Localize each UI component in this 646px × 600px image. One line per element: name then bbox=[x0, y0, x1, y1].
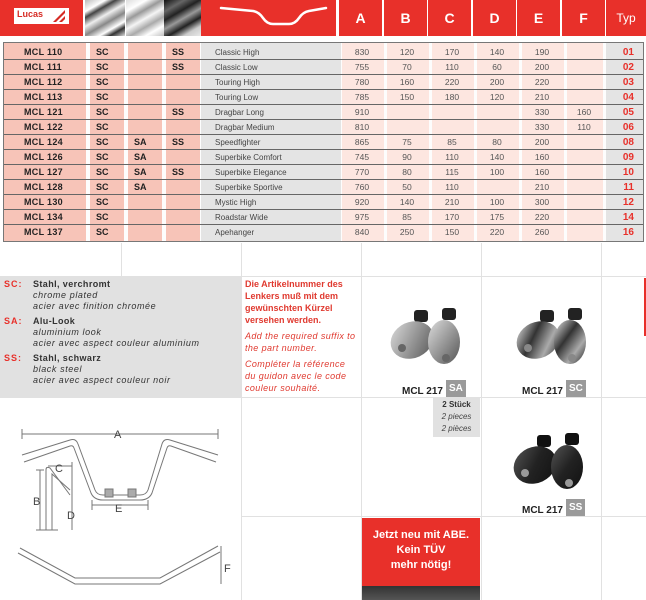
dim-b-cell: 80 bbox=[402, 167, 412, 177]
header-col-typ: Typ bbox=[606, 0, 646, 36]
model-name-cell: Superbike Elegance bbox=[215, 168, 287, 177]
dim-c-cell: 110 bbox=[445, 62, 459, 72]
part-number-cell: MCL 110 bbox=[24, 47, 63, 57]
dim-b-cell: 75 bbox=[402, 137, 412, 147]
dim-f-cell: 110 bbox=[577, 122, 591, 132]
dim-label-d: D bbox=[67, 510, 75, 522]
part-number-cell: MCL 126 bbox=[24, 152, 63, 162]
dim-b-cell: 140 bbox=[399, 197, 415, 207]
dim-c-cell: 170 bbox=[444, 212, 460, 222]
table-row bbox=[4, 181, 643, 195]
dim-e-cell: 210 bbox=[534, 92, 550, 102]
finish-sc-cell: SC bbox=[96, 137, 109, 147]
logo-text: Lucas bbox=[17, 9, 44, 19]
dim-b-cell: 85 bbox=[402, 212, 412, 222]
dim-f-cell: 160 bbox=[576, 107, 592, 117]
product-caption-sa: MCL 217 SA bbox=[402, 380, 466, 397]
finish-sa-cell: SA bbox=[134, 182, 147, 192]
finish-sa-cell bbox=[134, 211, 164, 224]
dim-a-cell: 745 bbox=[354, 152, 370, 162]
dim-f-cell bbox=[564, 181, 604, 194]
finish-ss-cell: SS bbox=[172, 167, 185, 177]
finish-sc-cell: SC bbox=[96, 47, 109, 57]
header-col-f: F bbox=[562, 0, 605, 36]
dim-a-cell: 780 bbox=[354, 77, 370, 87]
dim-c-cell: 210 bbox=[444, 197, 460, 207]
dim-b-cell bbox=[387, 121, 427, 134]
dim-e-cell: 160 bbox=[534, 167, 550, 177]
bar-end-chrome-image bbox=[498, 300, 598, 370]
type-cell: 16 bbox=[622, 227, 634, 238]
dim-label-e: E bbox=[115, 503, 123, 515]
header-col-a: A bbox=[339, 0, 382, 36]
dim-a-cell: 830 bbox=[354, 47, 370, 57]
part-number-note: Die Artikelnummer des Lenkers muß mit dem gewünschten Kürzel versehen werden. Add the required suffix to the part number. Compléter la référence du guidon avec le code couleur souhaité. bbox=[245, 279, 356, 393]
type-cell: 02 bbox=[622, 62, 634, 73]
model-name-cell: Touring Low bbox=[215, 93, 259, 102]
dim-b-cell: 50 bbox=[402, 182, 412, 192]
dim-f-cell bbox=[564, 76, 604, 89]
dim-d-cell: 80 bbox=[492, 137, 502, 147]
dim-a-cell: 920 bbox=[354, 197, 370, 207]
dim-b-cell: 250 bbox=[399, 227, 415, 237]
dim-b-cell bbox=[387, 106, 427, 119]
part-number-cell: MCL 134 bbox=[24, 212, 63, 222]
header-col-b: B bbox=[384, 0, 427, 36]
table-row bbox=[4, 76, 643, 90]
dim-e-cell: 200 bbox=[534, 137, 550, 147]
table-row bbox=[4, 166, 643, 180]
finish-ss-cell: SS bbox=[172, 107, 185, 117]
dim-a-cell: 840 bbox=[354, 227, 370, 237]
dim-b-cell: 90 bbox=[402, 152, 412, 162]
dim-d-cell: 140 bbox=[489, 152, 505, 162]
dim-f-cell bbox=[564, 196, 604, 209]
dim-d-cell bbox=[477, 121, 517, 134]
table-row bbox=[4, 46, 643, 60]
lucas-logo bbox=[14, 8, 69, 24]
dim-label-b: B bbox=[33, 496, 41, 508]
dim-e-cell: 190 bbox=[534, 47, 550, 57]
dim-f-cell bbox=[564, 226, 604, 240]
dim-e-cell: 330 bbox=[534, 122, 550, 132]
finish-sc-cell: SC bbox=[96, 167, 109, 177]
handlebar-header-icon bbox=[201, 0, 336, 36]
finish-sa-cell: SA bbox=[134, 167, 147, 177]
model-name-cell: Apehanger bbox=[215, 228, 255, 237]
dim-d-cell: 220 bbox=[489, 227, 505, 237]
dim-a-cell: 810 bbox=[354, 122, 370, 132]
dim-d-cell: 140 bbox=[489, 47, 505, 57]
table-row bbox=[4, 226, 643, 240]
dim-d-cell bbox=[477, 181, 517, 194]
finish-sc-cell: SC bbox=[96, 212, 109, 222]
product-caption-sc: MCL 217 SC bbox=[522, 380, 586, 397]
dim-b-cell: 70 bbox=[402, 62, 412, 72]
dim-f-cell bbox=[564, 136, 604, 149]
type-cell: 10 bbox=[622, 167, 634, 178]
dim-c-cell: 180 bbox=[444, 92, 460, 102]
dim-c-cell: 110 bbox=[445, 182, 459, 192]
finish-sa-cell: SA bbox=[134, 152, 147, 162]
dim-a-cell: 975 bbox=[354, 212, 370, 222]
dim-d-cell: 120 bbox=[489, 92, 505, 102]
finish-sa-cell bbox=[134, 46, 164, 59]
model-name-cell: Touring High bbox=[215, 78, 260, 87]
part-number-cell: MCL 137 bbox=[24, 227, 63, 237]
product-caption-ss: MCL 217 SS bbox=[522, 499, 585, 516]
dim-a-cell: 755 bbox=[354, 62, 370, 72]
finish-ss-cell bbox=[172, 181, 202, 194]
type-cell: 05 bbox=[622, 107, 634, 118]
finish-sa-cell bbox=[134, 61, 164, 74]
model-name-cell: Classic Low bbox=[215, 63, 258, 72]
brand-header bbox=[0, 0, 83, 36]
finish-sa-cell: SA bbox=[134, 137, 147, 147]
swatch-black bbox=[164, 0, 204, 36]
legend-item-sa: SA: Alu-Look aluminium look acier avec aspect couleur aluminium bbox=[4, 316, 200, 348]
dim-e-cell: 330 bbox=[534, 107, 550, 117]
bar-end-black-image bbox=[495, 425, 595, 495]
dim-b-cell: 150 bbox=[399, 92, 415, 102]
model-name-cell: Mystic High bbox=[215, 198, 257, 207]
model-name-cell: Speedfighter bbox=[215, 138, 261, 147]
dim-a-cell: 760 bbox=[354, 182, 370, 192]
finish-sa-cell bbox=[134, 121, 164, 134]
part-number-cell: MCL 112 bbox=[24, 77, 63, 87]
finish-legend bbox=[0, 276, 241, 397]
dim-c-cell: 220 bbox=[444, 77, 460, 87]
finish-sc-cell: SC bbox=[96, 107, 109, 117]
model-name-cell: Superbike Comfort bbox=[215, 153, 282, 162]
dim-a-cell: 910 bbox=[354, 107, 370, 117]
part-number-cell: MCL 127 bbox=[24, 167, 63, 177]
dim-d-cell: 100 bbox=[489, 167, 505, 177]
finish-sc-cell: SC bbox=[96, 77, 109, 87]
dim-c-cell bbox=[432, 106, 472, 119]
dim-a-cell: 865 bbox=[354, 137, 370, 147]
dim-f-cell bbox=[564, 166, 604, 179]
dim-f-cell bbox=[564, 91, 604, 104]
model-name-cell: Superbike Sportive bbox=[215, 183, 283, 192]
model-name-cell: Dragbar Long bbox=[215, 108, 264, 117]
finish-ss-cell bbox=[172, 196, 202, 209]
finish-ss-cell: SS bbox=[172, 47, 185, 57]
dim-b-cell: 120 bbox=[399, 47, 415, 57]
finish-sc-cell: SC bbox=[96, 182, 109, 192]
type-cell: 03 bbox=[622, 77, 634, 88]
finish-sc-cell: SC bbox=[96, 122, 109, 132]
abe-promo-banner: Jetzt neu mit ABE. Kein TÜV mehr nötig! bbox=[362, 518, 480, 600]
dim-d-cell: 60 bbox=[492, 62, 502, 72]
finish-ss-cell bbox=[172, 211, 202, 224]
finish-sa-cell bbox=[134, 196, 164, 209]
dim-label-f: F bbox=[224, 563, 231, 575]
type-cell: 01 bbox=[622, 47, 634, 58]
type-cell: 04 bbox=[622, 92, 634, 103]
pieces-note: 2 Stück 2 pieces 2 pièces bbox=[433, 397, 480, 437]
dim-label-a: A bbox=[114, 429, 122, 441]
dim-e-cell: 200 bbox=[534, 62, 550, 72]
dim-d-cell: 200 bbox=[489, 77, 505, 87]
dim-c-cell: 110 bbox=[445, 152, 459, 162]
table-row bbox=[4, 91, 643, 105]
promo-image bbox=[362, 586, 480, 600]
handlebar-table bbox=[3, 42, 644, 242]
model-name-cell: Classic High bbox=[215, 48, 260, 57]
dim-f-cell bbox=[564, 211, 604, 224]
finish-ss-cell bbox=[172, 226, 202, 240]
finish-badge: SS bbox=[566, 499, 585, 516]
legend-item-sc: SC: Stahl, verchromt chrome plated acier avec finition chromée bbox=[4, 279, 157, 311]
dim-c-cell: 150 bbox=[444, 227, 460, 237]
model-name-cell: Roadstar Wide bbox=[215, 213, 268, 222]
dim-c-cell bbox=[432, 121, 472, 134]
finish-ss-cell bbox=[172, 121, 202, 134]
finish-sa-cell bbox=[134, 91, 164, 104]
swatch-chrome bbox=[85, 0, 125, 36]
finish-sc-cell: SC bbox=[96, 152, 109, 162]
finish-ss-cell bbox=[172, 76, 202, 89]
handlebar-dimension-diagram bbox=[0, 400, 241, 600]
dim-f-cell bbox=[564, 46, 604, 59]
part-number-cell: MCL 113 bbox=[24, 92, 63, 102]
finish-ss-cell bbox=[172, 151, 202, 164]
finish-sc-cell: SC bbox=[96, 197, 109, 207]
finish-sa-cell bbox=[134, 226, 164, 240]
table-row bbox=[4, 151, 643, 165]
part-number-cell: MCL 121 bbox=[24, 107, 63, 117]
part-number-cell: MCL 124 bbox=[24, 137, 63, 147]
table-row bbox=[4, 196, 643, 210]
table-row bbox=[4, 121, 643, 135]
finish-sa-cell bbox=[134, 76, 164, 89]
dim-d-cell: 175 bbox=[489, 212, 505, 222]
type-cell: 06 bbox=[622, 122, 634, 133]
dim-d-cell: 100 bbox=[489, 197, 505, 207]
finish-ss-cell: SS bbox=[172, 137, 185, 147]
dim-f-cell bbox=[564, 151, 604, 164]
finish-sa-cell bbox=[134, 106, 164, 119]
finish-badge: SC bbox=[566, 380, 586, 397]
dim-e-cell: 260 bbox=[534, 227, 550, 237]
finish-ss-cell: SS bbox=[172, 62, 185, 72]
type-cell: 12 bbox=[622, 197, 634, 208]
logo-stripe-icon bbox=[53, 10, 65, 22]
dim-c-cell: 115 bbox=[445, 167, 459, 177]
model-name-cell: Dragbar Medium bbox=[215, 123, 275, 132]
type-cell: 11 bbox=[623, 182, 634, 193]
part-number-cell: MCL 130 bbox=[24, 197, 63, 207]
type-cell: 09 bbox=[622, 152, 634, 163]
finish-ss-cell bbox=[172, 91, 202, 104]
table-row bbox=[4, 136, 643, 150]
dim-d-cell bbox=[477, 106, 517, 119]
dim-e-cell: 210 bbox=[534, 182, 550, 192]
part-number-cell: MCL 111 bbox=[24, 62, 62, 72]
legend-item-ss: SS: Stahl, schwarz black steel acier avec aspect couleur noir bbox=[4, 353, 171, 385]
finish-sc-cell: SC bbox=[96, 227, 109, 237]
dim-c-cell: 170 bbox=[444, 47, 460, 57]
dim-e-cell: 160 bbox=[534, 152, 550, 162]
dim-e-cell: 220 bbox=[534, 77, 550, 87]
header-col-c: C bbox=[428, 0, 471, 36]
dim-label-c: C bbox=[55, 463, 63, 475]
table-row bbox=[4, 106, 643, 120]
type-cell: 14 bbox=[622, 212, 634, 223]
dim-c-cell: 85 bbox=[447, 137, 457, 147]
header-col-d: D bbox=[473, 0, 516, 36]
dim-e-cell: 220 bbox=[534, 212, 550, 222]
swatch-aluminium bbox=[126, 0, 166, 36]
dim-a-cell: 785 bbox=[354, 92, 370, 102]
finish-sc-cell: SC bbox=[96, 62, 109, 72]
header-col-e: E bbox=[517, 0, 560, 36]
type-cell: 08 bbox=[622, 137, 634, 148]
bar-end-aluminium-image bbox=[372, 300, 472, 370]
dim-f-cell bbox=[564, 61, 604, 74]
finish-badge: SA bbox=[446, 380, 466, 397]
part-number-cell: MCL 122 bbox=[24, 122, 63, 132]
dim-e-cell: 300 bbox=[534, 197, 550, 207]
dim-b-cell: 160 bbox=[399, 77, 415, 87]
part-number-cell: MCL 128 bbox=[24, 182, 63, 192]
finish-sc-cell: SC bbox=[96, 92, 109, 102]
dim-a-cell: 770 bbox=[354, 167, 370, 177]
table-row bbox=[4, 61, 643, 75]
table-row bbox=[4, 211, 643, 225]
